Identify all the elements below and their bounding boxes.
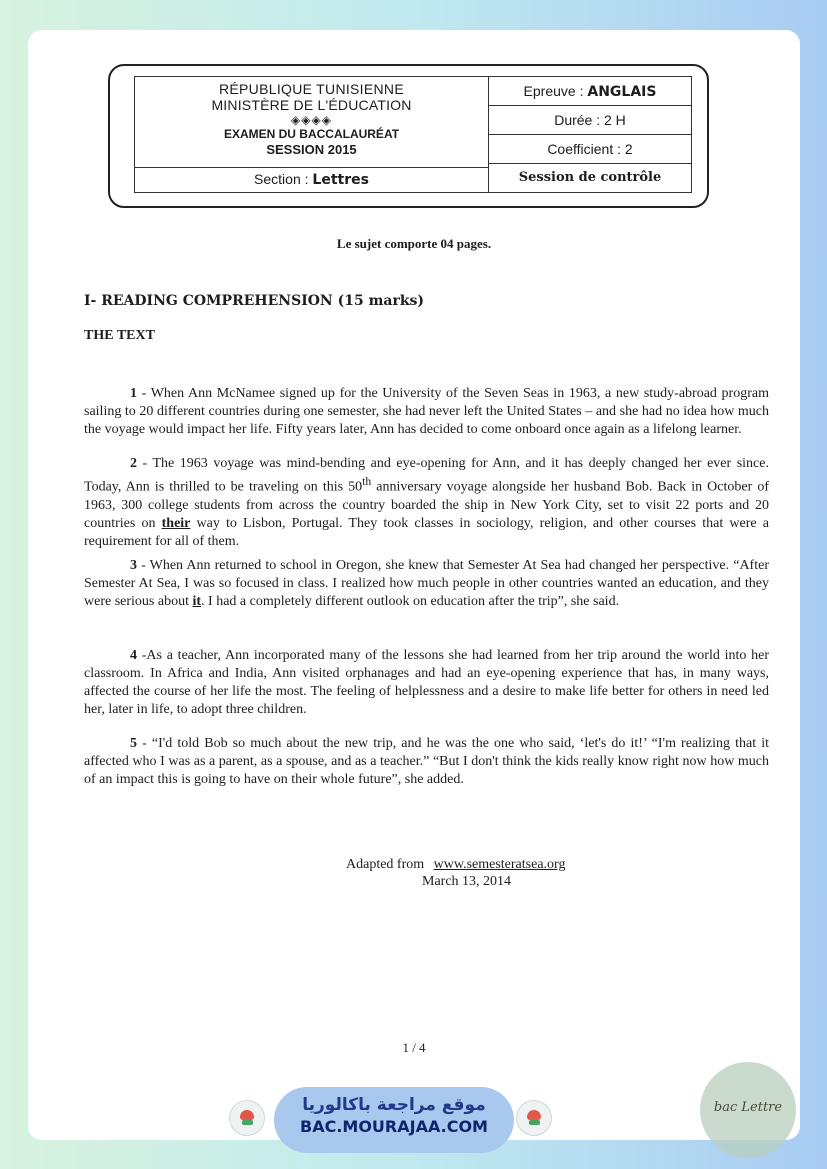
paragraph-number: 3 xyxy=(130,558,137,573)
paragraph-text: way to Lisbon, Portugal. They took classes in sociology, religion, and other courses that were a requirement for all of them. xyxy=(84,515,769,549)
section-cell xyxy=(135,167,489,192)
underlined-word-their: their xyxy=(161,515,191,531)
paragraph-number: 5 xyxy=(130,736,137,751)
source-link[interactable]: www.semesteratsea.org xyxy=(433,857,566,872)
source-label: Adapted from xyxy=(346,857,425,872)
site-logo-icon xyxy=(516,1100,552,1136)
pages-note: Le sujet comporte 04 pages. xyxy=(336,236,492,251)
paragraph-5: 5 - “I'd told Bob so much about the new trip, and he was the one who said, ‘let's do it!’ “I'm realizing that it affected who I was as a parent, as a spouse, and as a teacher.” “But I don't think the kids really know right now how much of an impact this is going to have on their whole future”, she added. xyxy=(84,736,769,787)
paragraph-3: 3 - When Ann returned to school in Oregon, she knew that Semester At Sea had changed her perspective. “After Semester At Sea, I was so focused in class. I realized how much people in other countries wanted an education, and they were serious about it. I had a completely different outlook on education after the trip”, she said. xyxy=(84,558,769,609)
paragraph-number: 4 xyxy=(130,648,137,663)
logo-text: bac Lettre xyxy=(713,1100,783,1115)
coefficient-cell: Coefficient : 2 xyxy=(489,135,691,164)
republic-label: RÉPUBLIQUE TUNISIENNE xyxy=(219,81,404,97)
ornament-divider: ◈◈◈◈ xyxy=(291,113,332,127)
subject-cell xyxy=(489,77,691,106)
paragraph-text: “I'd told Bob so much about the new trip, and he was the one who said, ‘let's do it!’ “I'm realizing that it affected who I was as a parent, as a spouse, and as a teacher.” “But I don't think the kids really know right now how much of an impact this is going to have on their whole future”, she added. xyxy=(84,736,769,787)
ministry-label: MINISTÈRE DE L'ÉDUCATION xyxy=(211,97,412,113)
paragraph-text: When Ann McNamee signed up for the University of the Seven Seas in 1963, a new study-abroad program sailing to 20 different countries during one semester, she had never left the United States – and she had no idea how much the voyage would impact her life. Fifty years later, Ann has decided to come onboard once again as a lifelong learner. xyxy=(84,386,769,437)
paragraph-2: 2 - The 1963 voyage was mind-bending and eye-opening for Ann, and it has deeply changed her ever since. Today, Ann is thrilled to be traveling on this 50th anniversary voyage alongside her husband Bob. Back in October of 1963, 300 college students from across the country boarded the ship in New York City, set to visit 22 ports and 20 countries on their way to Lisbon, Portugal. They took classes in sociology, religion, and other courses that were a requirement for all of them. xyxy=(84,456,769,549)
site-arabic-name: موقع مراجعة باكالوريا xyxy=(302,1095,486,1115)
section-label: Section : xyxy=(254,171,309,187)
paragraph-4: 4 -As a teacher, Ann incorporated many of the lessons she had learned from her trip around the world into her classroom. In Africa and India, Ann visited orphanages and had an eye-opening experience that has, in many ways, affected the course of her life the most. The feeling of helplessness and a desire to make life better for others in need led her, later in life, to adopt three children. xyxy=(84,648,769,717)
subject-value: ANGLAIS xyxy=(587,84,657,100)
site-banner-link[interactable] xyxy=(274,1087,514,1153)
exam-page xyxy=(28,30,800,1140)
exam-name: EXAMEN DU BACCALAURÉAT xyxy=(223,127,400,141)
source-citation xyxy=(346,856,565,890)
header-details-block xyxy=(489,77,691,192)
page-number: 1 / 4 xyxy=(402,1040,426,1055)
bac-lettre-logo xyxy=(700,1062,796,1158)
exam-header-table xyxy=(134,76,692,193)
site-url: BAC.MOURAJAA.COM xyxy=(300,1117,488,1136)
paragraph-number: 2 xyxy=(130,456,137,471)
paragraph-1: 1 - When Ann McNamee signed up for the University of the Seven Seas in 1963, a new study-abroad program sailing to 20 different countries during one semester, she had never left the United States – and she had no idea how much the voyage would impact her life. Fifty years later, Ann has decided to come onboard once again as a lifelong learner. xyxy=(84,386,769,437)
subject-label: Epreuve : xyxy=(523,83,584,99)
duration-cell: Durée : 2 H xyxy=(489,106,691,135)
section-value: Lettres xyxy=(312,172,369,188)
ordinal-suffix: th xyxy=(362,475,372,488)
paragraph-text: When Ann returned to school in Oregon, she knew that Semester At Sea had changed her perspective. “After Semester At Sea, I was so focused in class. I realized how much people in other countries wanted an education, and they were serious about xyxy=(84,558,769,609)
paragraph-number: 1 xyxy=(130,386,137,401)
paragraph-text: As a teacher, Ann incorporated many of the lessons she had learned from her trip around the world into her classroom. In Africa and India, Ann visited orphanages and had an eye-opening experience that has, in many ways, affected the course of her life the most. The feeling of helplessness and a desire to make life better for others in need led her, later in life, to adopt three children. xyxy=(84,648,769,717)
underlined-word-it: it xyxy=(192,594,202,609)
source-date: March 13, 2014 xyxy=(422,874,512,889)
paragraph-text: The 1963 voyage was mind-bending and eye-opening for Ann, and it has deeply changed her ever since. Today, Ann is thrilled to be traveling on this 50 xyxy=(84,456,769,495)
site-logo-icon xyxy=(229,1100,265,1136)
paragraph-text: . I had a completely different outlook on education after the trip”, she said. xyxy=(201,594,620,609)
session-type-cell: Session de contrôle xyxy=(518,170,662,185)
header-institution-block xyxy=(135,77,489,168)
paragraph-text: anniversary voyage alongside her husband Bob. Back in October of 1963, 300 college students from across the country boarded the ship in New York City, set to visit 22 ports and 20 countries on xyxy=(84,479,769,531)
exam-header-frame xyxy=(108,64,709,208)
section-heading: I- READING COMPREHENSION (15 marks) xyxy=(84,293,425,309)
text-heading: THE TEXT xyxy=(84,328,155,343)
session-year: SESSION 2015 xyxy=(266,142,357,157)
